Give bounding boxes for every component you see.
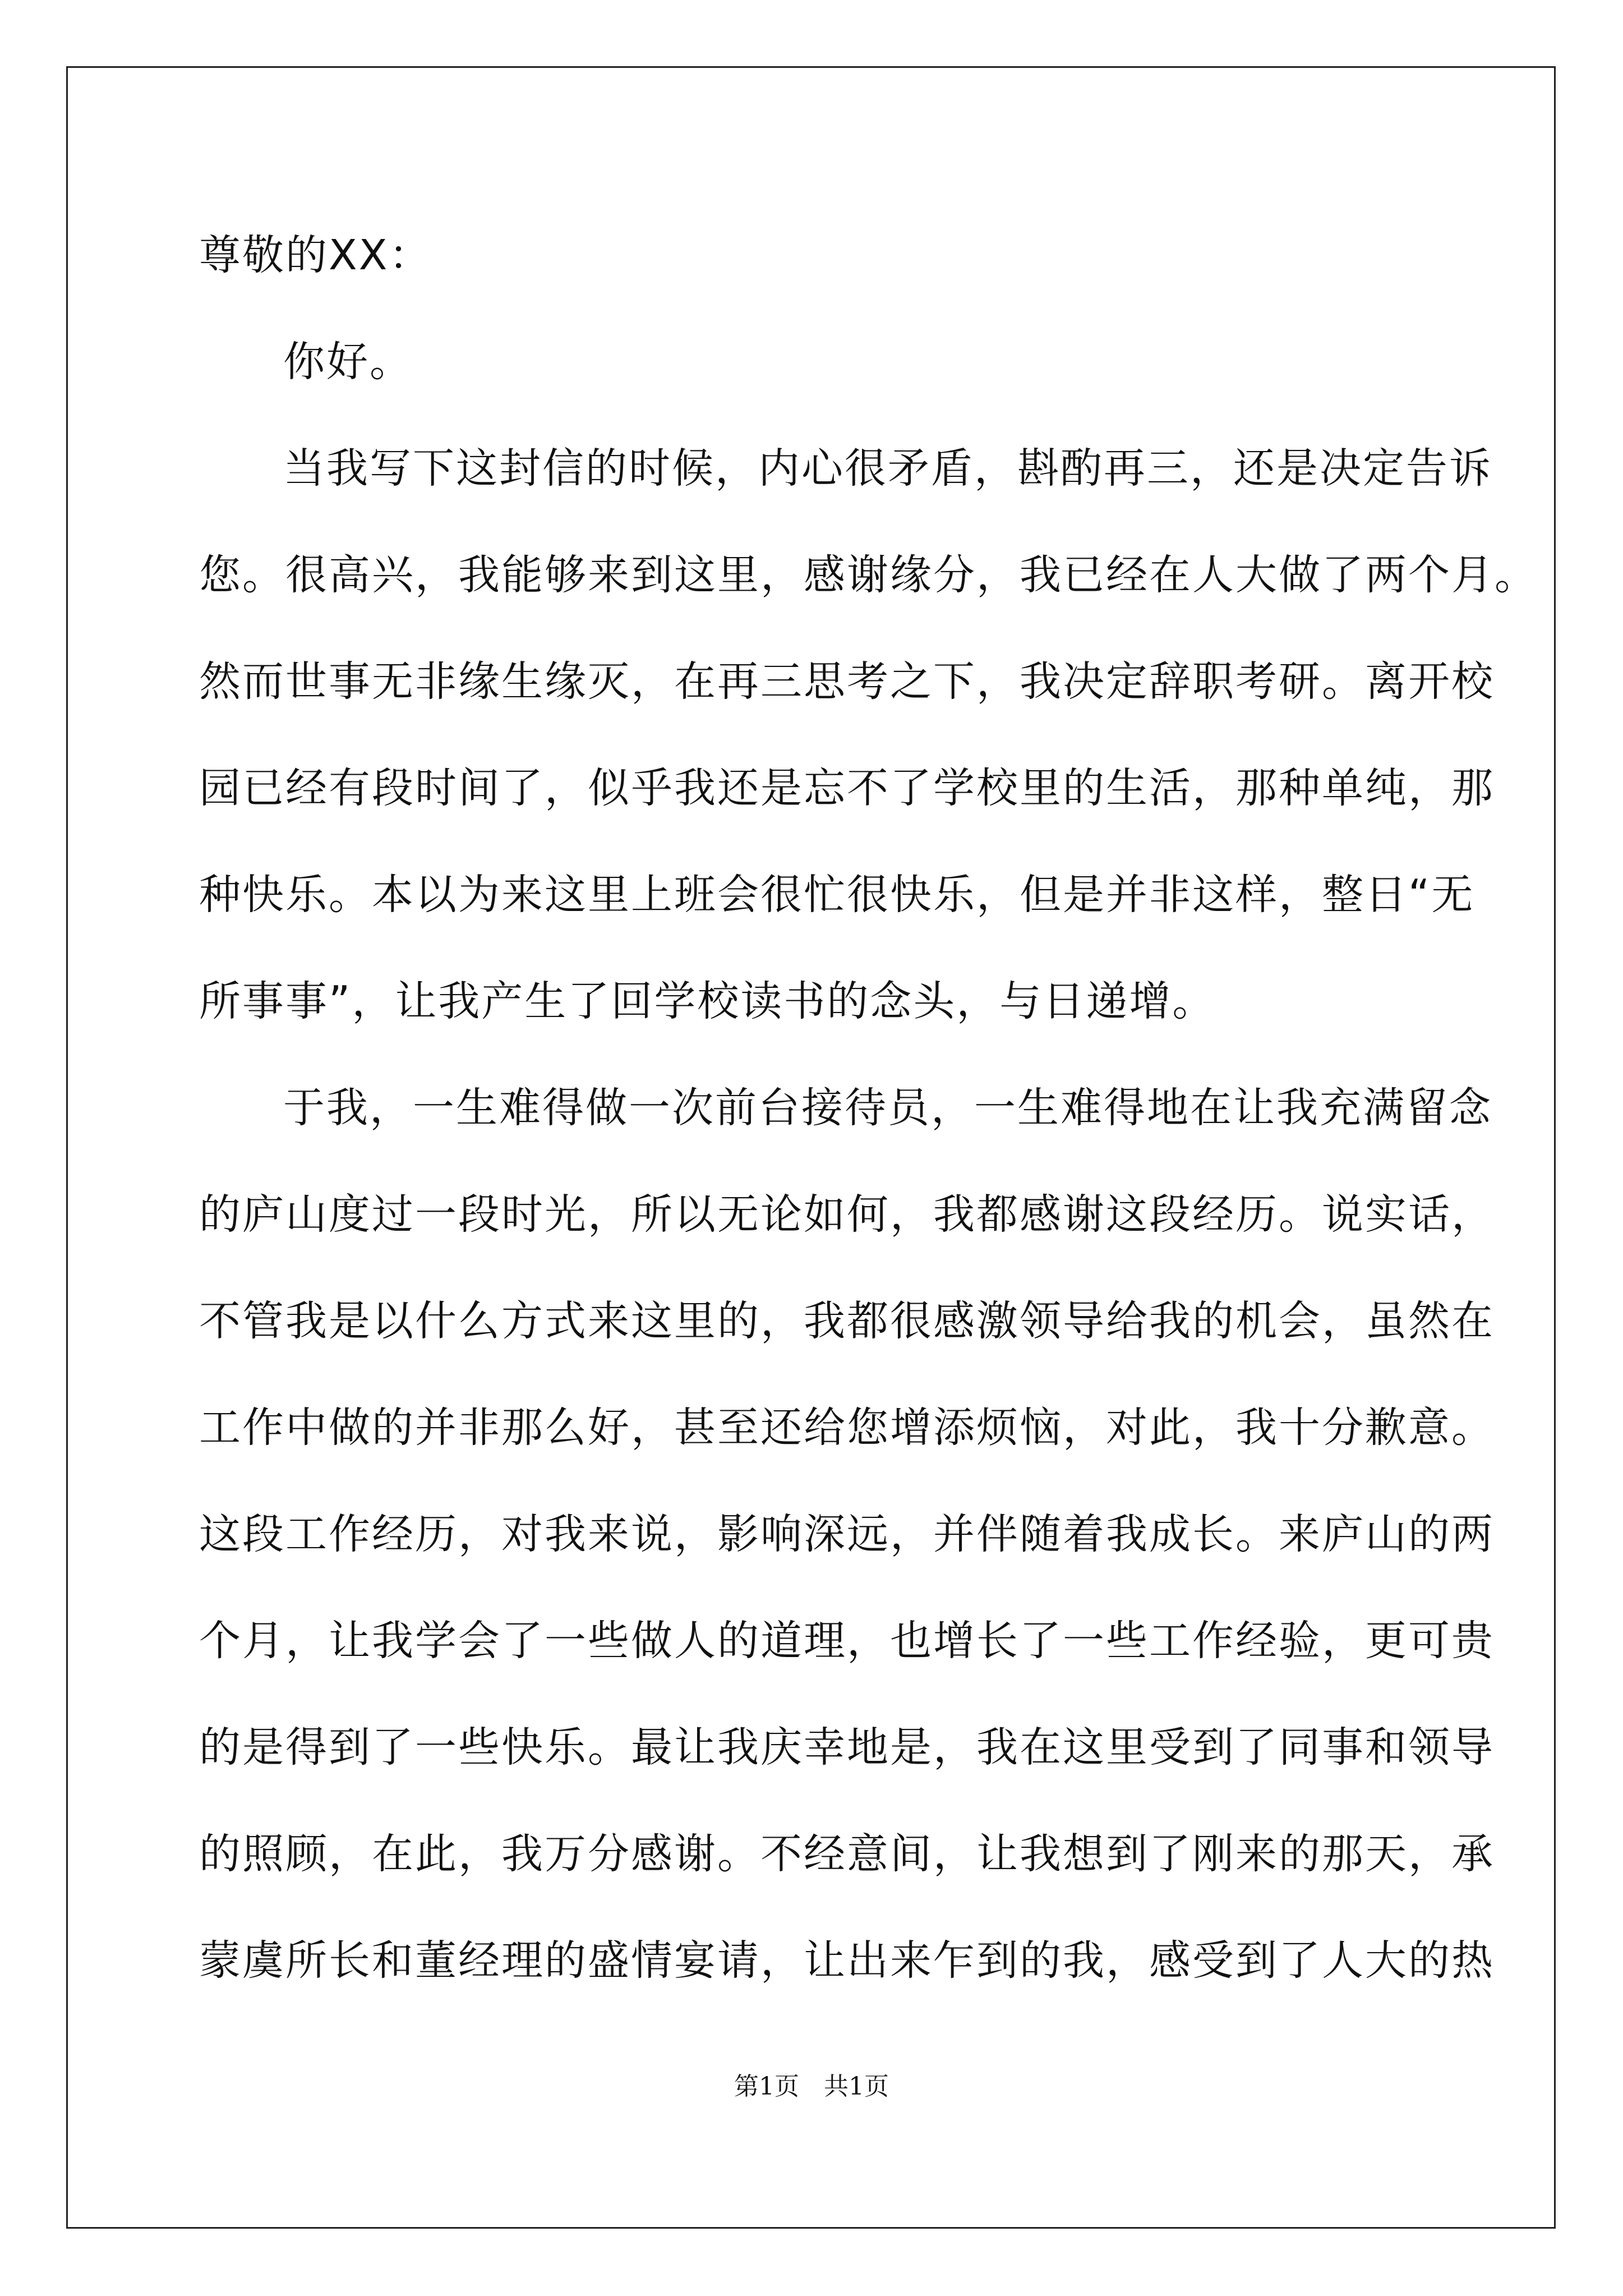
body-line-6: 所事事”，让我产生了回学校读书的念头，与日递增。	[199, 977, 1216, 1025]
body-line-3: 然而世事无非缘生缘灭，在再三思考之下，我决定辞职考研。离开校	[199, 657, 1495, 706]
body-line-10: 工作中做的并非那么好，甚至还给您增添烦恼，对此，我十分歉意。	[199, 1404, 1495, 1452]
body-line-14: 的照顾，在此，我万分感谢。不经意间，让我想到了刚来的那天，承	[199, 1830, 1495, 1878]
body-line-12: 个月，让我学会了一些做人的道理，也增长了一些工作经验，更可贵	[199, 1617, 1495, 1665]
body-line-11: 这段工作经历，对我来说，影响深远，并伴随着我成长。来庐山的两	[199, 1510, 1495, 1558]
body-line-5: 种快乐。本以为来这里上班会很忙很快乐，但是并非这样，整日“无	[199, 871, 1475, 919]
body-line-15: 蒙虞所长和董经理的盛情宴请，让出来乍到的我，感受到了人大的热	[199, 1936, 1495, 1985]
body-line-9: 不管我是以什么方式来这里的，我都很感激领导给我的机会，虽然在	[199, 1297, 1495, 1345]
body-line-1: 当我写下这封信的时候，内心很矛盾，斟酌再三，还是决定告诉	[283, 444, 1492, 493]
body-line-7: 于我，一生难得做一次前台接待员，一生难得地在让我充满留念	[283, 1084, 1492, 1132]
salutation: 尊敬的XX：	[199, 231, 432, 279]
body-line-4: 园已经有段时间了，似乎我还是忘不了学校里的生活，那种单纯，那	[199, 764, 1495, 812]
page-border	[66, 66, 1556, 2229]
body-line-13: 的是得到了一些快乐。最让我庆幸地是，我在这里受到了同事和领导	[199, 1723, 1495, 1772]
body-line-8: 的庐山度过一段时光，所以无论如何，我都感谢这段经历。说实话，	[199, 1190, 1495, 1239]
greeting: 你好。	[283, 338, 413, 386]
page-footer: 第1页 共1页	[734, 2072, 889, 2101]
body-line-2: 您。很高兴，我能够来到这里，感谢缘分，我已经在人大做了两个月。	[199, 551, 1538, 599]
